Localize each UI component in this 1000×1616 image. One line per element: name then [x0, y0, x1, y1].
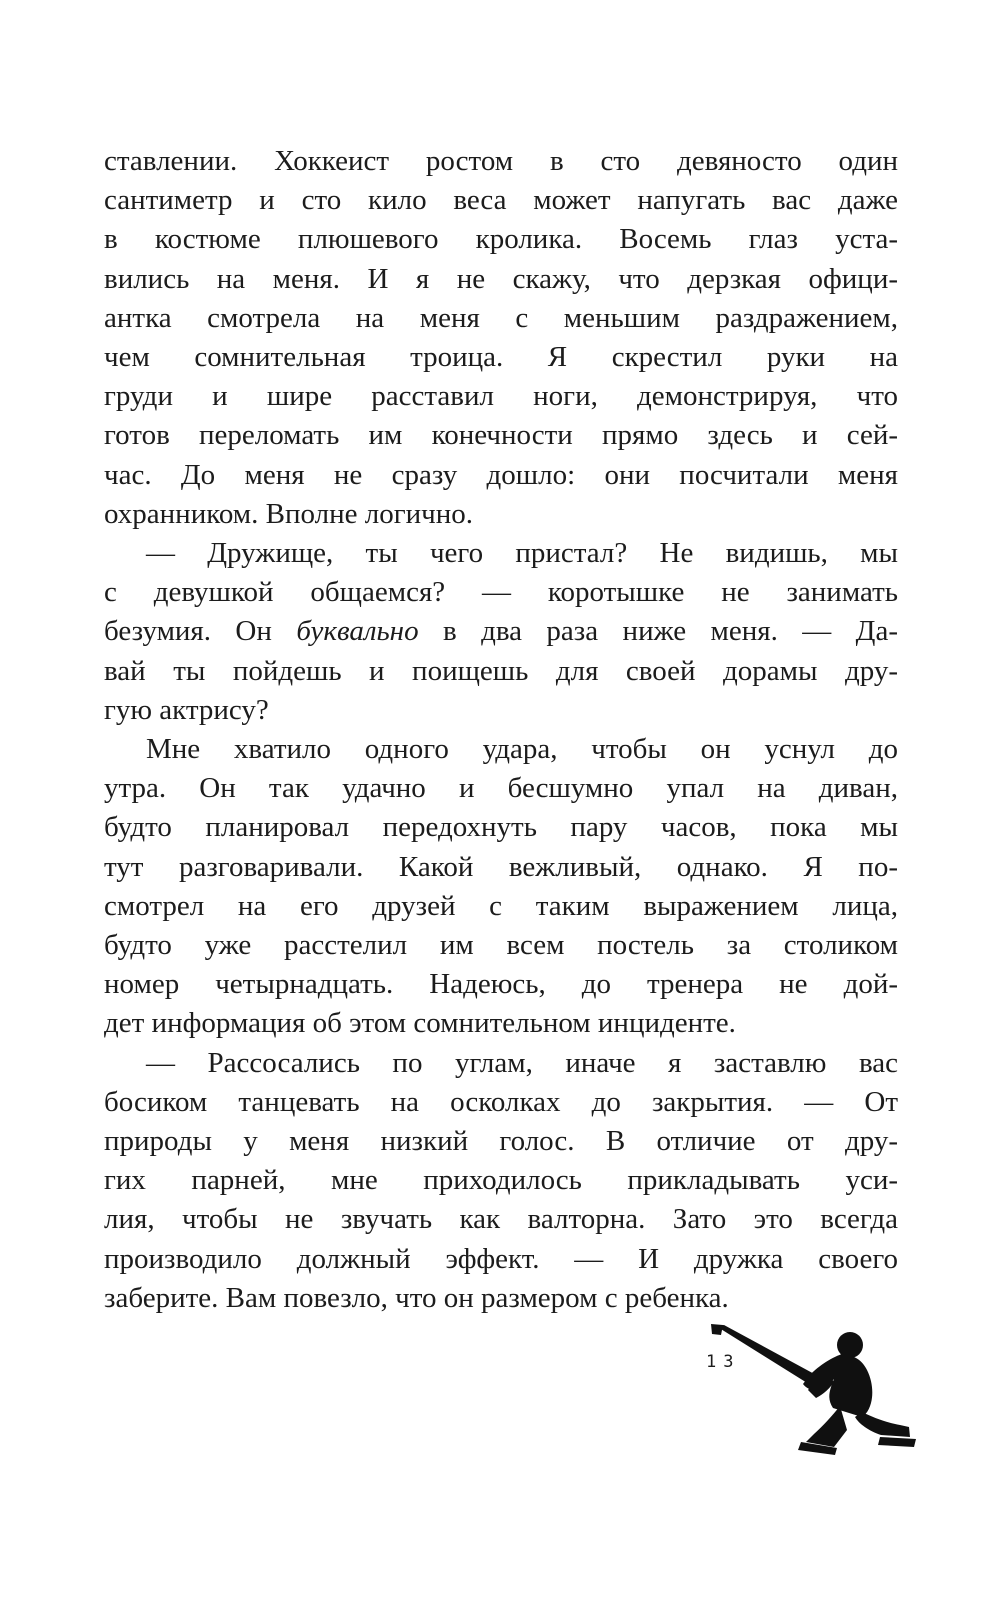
- text-line: сантиметр и сто кило веса может напугать вас даже: [104, 184, 898, 217]
- page-text: [104, 142, 898, 1318]
- page-footer: [700, 1318, 918, 1458]
- text-line: Мне хватило одного удара, чтобы он уснул до: [146, 733, 898, 766]
- text-line: — Рассосались по углам, иначе я заставлю вас: [146, 1046, 898, 1079]
- text-line: в костюме плюшевого кролика. Восемь глаз уста-: [104, 223, 898, 256]
- text-line: босиком танцевать на осколках до закрытия. — От: [104, 1085, 898, 1118]
- page-number: 13: [706, 1352, 741, 1372]
- text-line: вай ты пойдешь и поищешь для своей дорамы дру-: [104, 654, 898, 687]
- text-line: тут разговаривали. Какой вежливый, однако. Я по-: [104, 850, 898, 883]
- text-line: утра. Он так удачно и бесшумно упал на диван,: [104, 772, 898, 805]
- text-line: гих парней, мне приходилось прикладывать уси-: [104, 1164, 898, 1197]
- text-line: антка смотрела на меня с меньшим раздражением,: [104, 301, 898, 334]
- text-line: производило должный эффект. — И дружка своего: [104, 1242, 898, 1275]
- text-line: дет информация об этом сомнительном инциденте.: [104, 1007, 736, 1040]
- text-line: готов переломать им конечности прямо здесь и сей-: [104, 419, 898, 452]
- text-line: охранником. Вполне логично.: [104, 497, 473, 530]
- text-line: будто уже расстелил им всем постель за столиком: [104, 929, 898, 962]
- text-line: час. До меня не сразу дошло: они посчитали меня: [104, 458, 898, 491]
- text-line: гую актрису?: [104, 693, 269, 726]
- text-line: номер четырнадцать. Надеюсь, до тренера не дой-: [104, 968, 898, 1001]
- text-segment: в два раза ниже меня. — Да-: [418, 615, 898, 648]
- text-line: [104, 612, 898, 651]
- text-line: — Дружище, ты чего пристал? Не видишь, мы: [146, 537, 898, 570]
- text-line: чем сомнительная троица. Я скрестил руки на: [104, 341, 898, 374]
- text-line: лия, чтобы не звучать как валторна. Зато это всегда: [104, 1203, 898, 1236]
- text-line: ставлении. Хоккеист ростом в сто девяносто один: [104, 145, 898, 177]
- text-line: груди и шире расставил ноги, демонстрируя, что: [104, 380, 898, 413]
- text-segment: безумия. Он: [104, 615, 297, 648]
- text-line: вились на меня. И я не скажу, что дерзкая офици-: [104, 262, 898, 295]
- text-line: смотрел на его друзей с таким выражением лица,: [104, 889, 898, 922]
- text-line: будто планировал передохнуть пару часов, пока мы: [104, 811, 898, 844]
- text-line: заберите. Вам повезло, что он размером с ребенка.: [104, 1281, 729, 1314]
- text-line: с девушкой общаемся? — коротышке не занимать: [104, 576, 898, 609]
- italic-text: буквально: [296, 615, 419, 648]
- text-line: природы у меня низкий голос. В отличие от дру-: [104, 1125, 898, 1158]
